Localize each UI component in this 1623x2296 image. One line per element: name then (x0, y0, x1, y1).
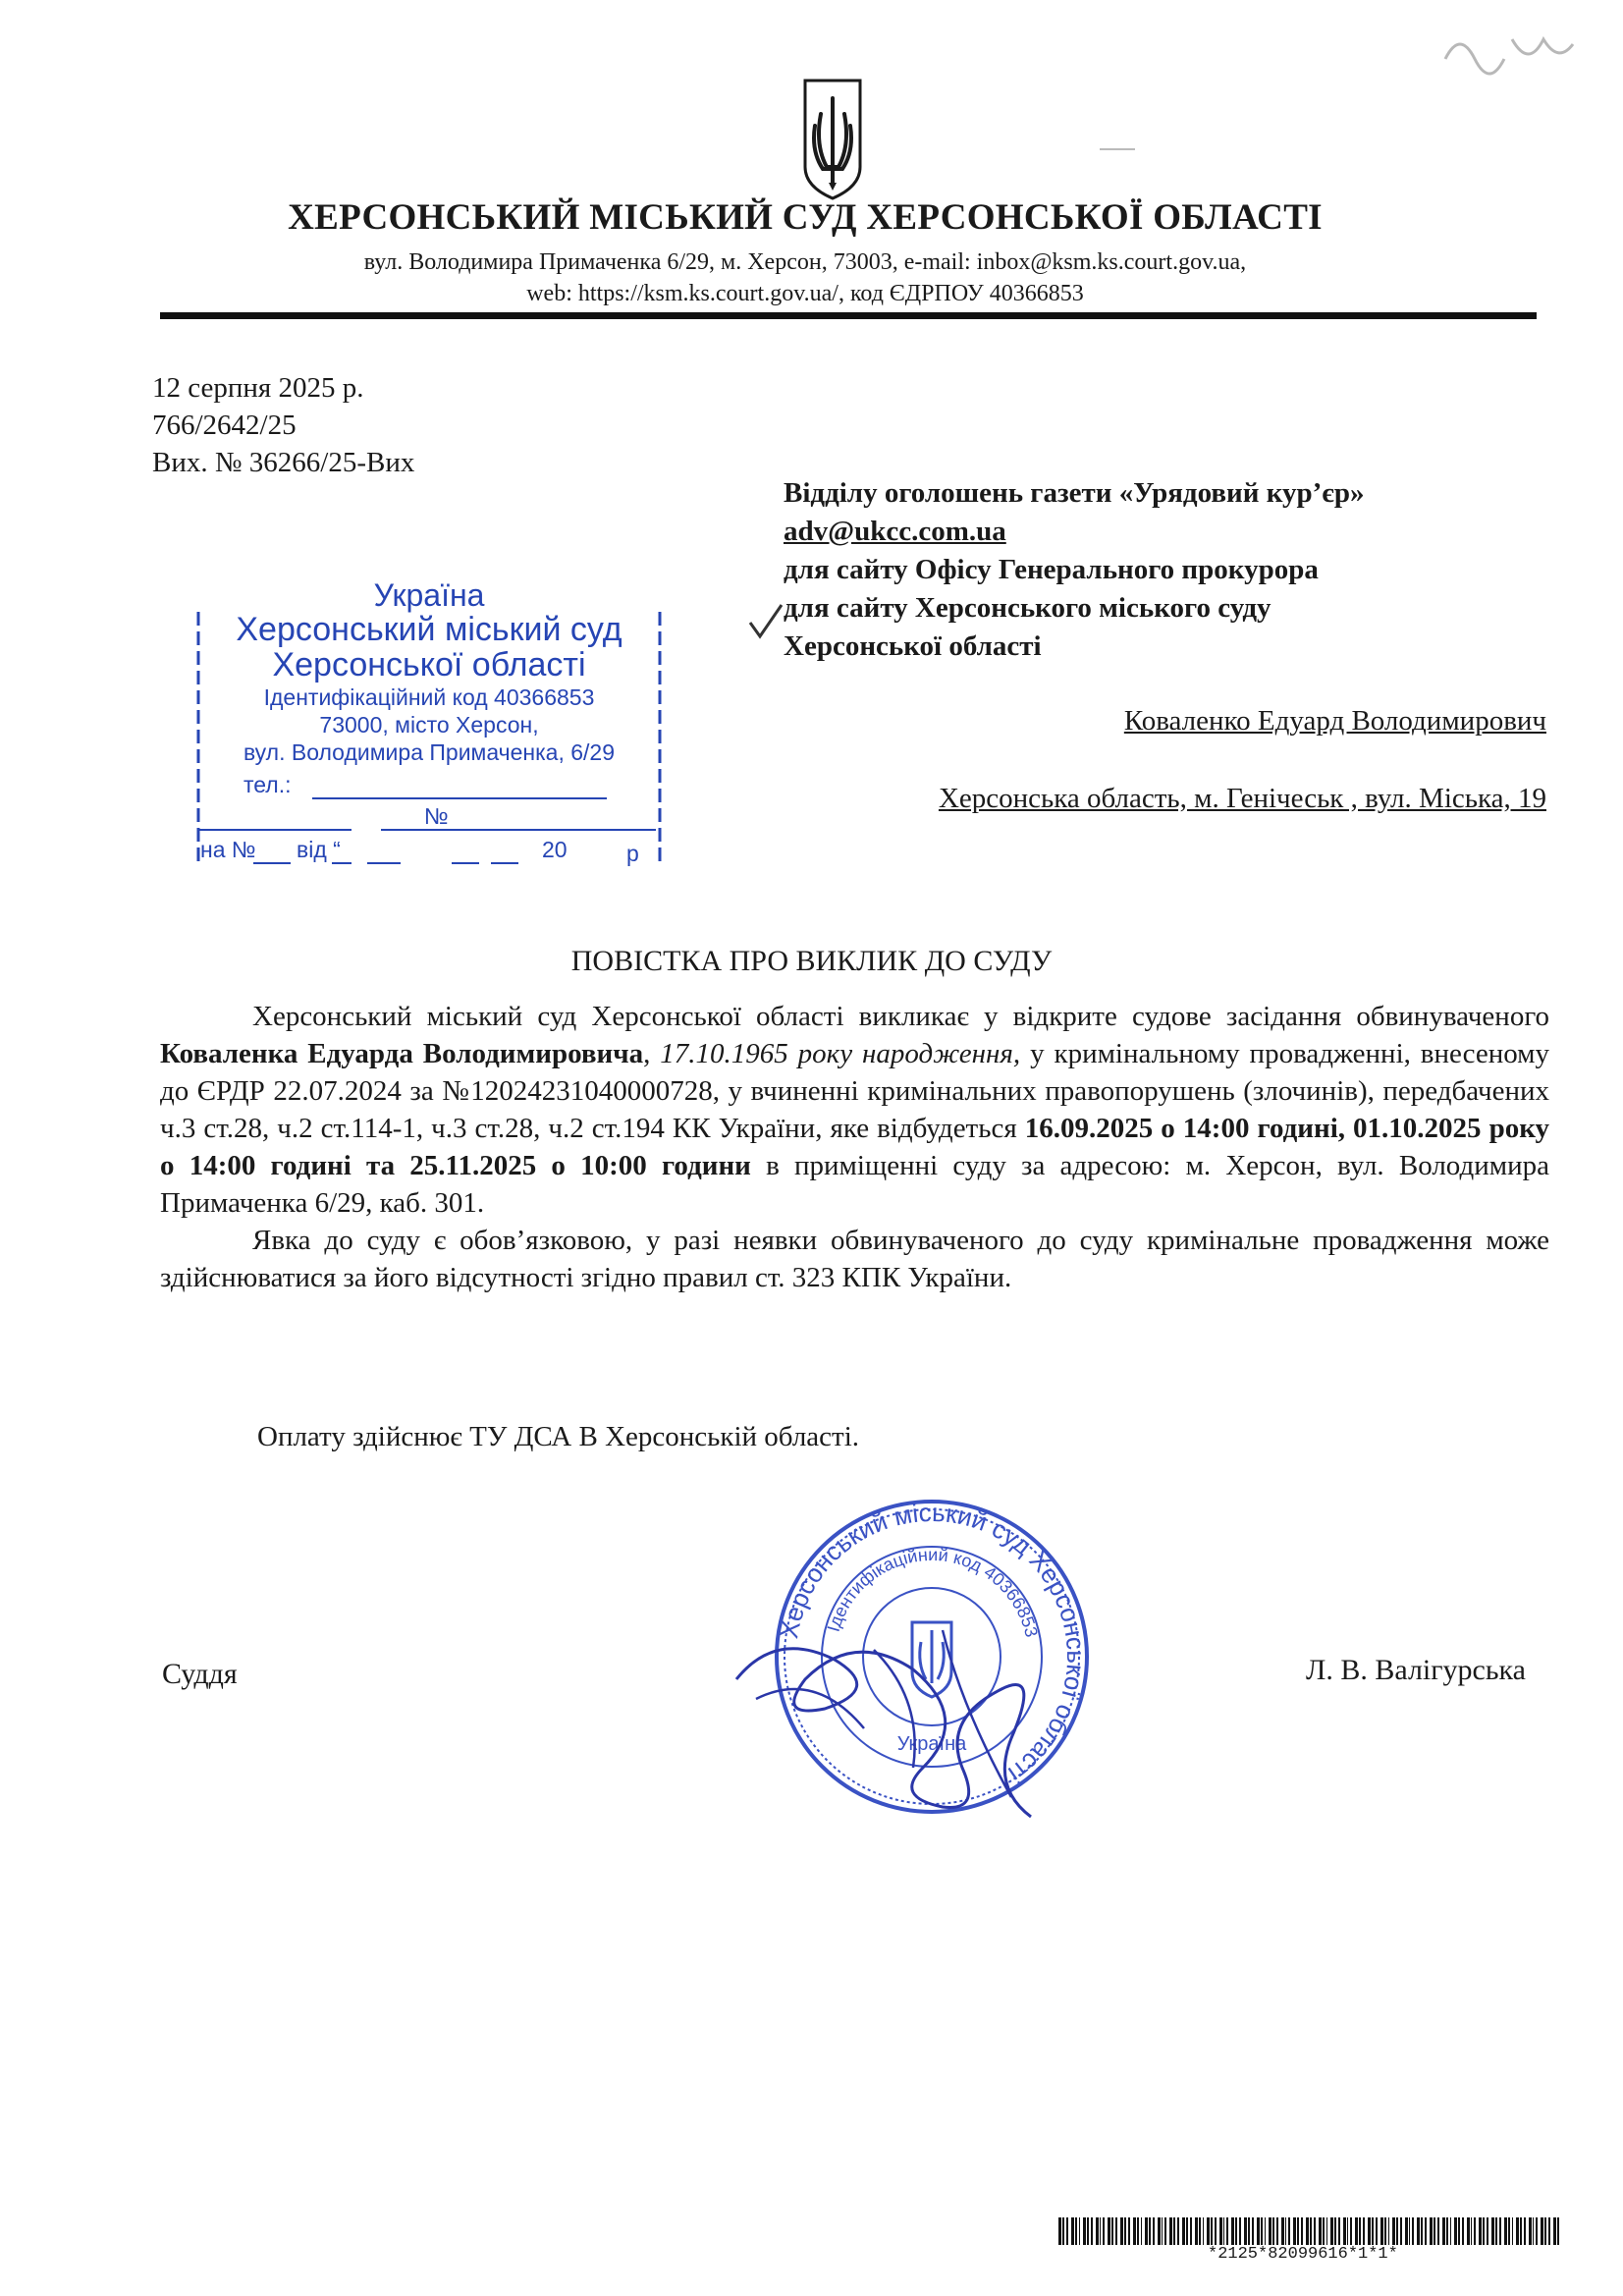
judge-name: Л. В. Валігурська (1306, 1654, 1526, 1686)
court-address-line1: вул. Володимира Примаченка 6/29, м. Херсон, 73003, e-mail: inbox@ksm.ks.court.gov.ua, (363, 249, 1247, 275)
court-address-line2: web: https://ksm.ks.court.gov.ua/, код ЄДРПОУ 40366853 (526, 281, 1084, 306)
summons-paragraph-1 (160, 998, 1549, 1222)
p1-intro: Херсонський міський суд Херсонської області викликає у відкрите судове засідання обвинуваченого (252, 1001, 1549, 1032)
addressee-name: Коваленко Едуард Володимирович (1123, 705, 1546, 737)
stamp-number-label: № (424, 803, 449, 829)
trident-emblem-icon (801, 77, 864, 202)
pencil-dash-icon (1098, 145, 1137, 153)
payment-note: Оплату здійснює ТУ ДСА В Херсонській області. (257, 1421, 860, 1452)
summons-paragraph-2: Явка до суду є обов’язковою, у разі неявки обвинуваченого до суду кримінальне провадження може здійснюватися за його відсутності згідно правил ст. 323 КПК України. (160, 1225, 1549, 1293)
signature-role: Суддя (162, 1658, 238, 1690)
court-title: ХЕРСОНСЬКИЙ МІСЬКИЙ СУД ХЕРСОНСЬКОЇ ОБЛАСТІ (288, 197, 1323, 238)
summons-body (160, 998, 1549, 1296)
stamp-id-code: Ідентифікаційний код 40366853 (263, 684, 595, 710)
p1-case: у кримінальному провадженні, внесеному до ЄРДР 22.07.2024 за №12024231040000728, у вчиненні кримінальних правопорушень (злочинів), передбачених ч.3 ст.28, ч.2 ст.114-1, ч.3 ст.28, ч.2 ст.194 КК України, яке відбудеться (160, 1038, 1550, 1144)
recipient-court-site: для сайту Херсонського міського суду (784, 592, 1271, 624)
document-date: 12 серпня 2025 р. (152, 372, 364, 404)
addressee-address: Херсонська область, м. Генічеськ , вул. Міська, 19 (938, 783, 1546, 814)
recipient-prosecutor: для сайту Офісу Генерального прокурора (784, 554, 1319, 585)
stamp-postal: 73000, місто Херсон, (319, 712, 539, 738)
defendant-birth: 17.10.1965 року народження, (660, 1038, 1021, 1069)
defendant-name: Коваленка Едуарда Володимировича (160, 1038, 644, 1069)
stamp-year-label: 20 (542, 837, 568, 862)
barcode-text: *2125*82099616*1*1* (1208, 2245, 1398, 2264)
barcode-icon (1058, 2217, 1561, 2245)
recipient-newspaper: Відділу оголошень газети «Урядовий кур’єр» (784, 477, 1365, 509)
stamp-street: вул. Володимира Примаченка, 6/29 (243, 739, 616, 765)
seal-bottom-text: Україна (896, 1733, 967, 1755)
stamp-tel-label: тел.: (243, 772, 292, 797)
stamp-ref-label: на № (200, 837, 256, 862)
handwritten-mark-icon (1435, 20, 1583, 88)
header-divider (160, 312, 1537, 319)
seal-outer-text: Херсонський міський суд Херсонської області (774, 1497, 1092, 1789)
stamp-from-label: від “ (297, 837, 341, 862)
seal-inner-text: Ідентифікаційний код 40366853 (823, 1544, 1042, 1640)
recipient-court-region: Херсонської області (784, 630, 1042, 662)
summons-title: ПОВІСТКА ПРО ВИКЛИК ДО СУДУ (570, 945, 1053, 977)
recipient-email: adv@ukcc.com.ua (784, 516, 1006, 547)
handwritten-signature-icon (717, 1571, 1129, 1827)
hearing-dates: 16.09.2025 о 14:00 годині, 01.10.2025 року о 14:00 годині та 25.11.2025 о 10:00 години (160, 1113, 1550, 1181)
outgoing-number: Вих. № 36266/25-Вих (152, 447, 415, 478)
stamp-court-name: Херсонський міський суд (236, 611, 622, 648)
checkmark-icon (746, 601, 785, 640)
stamp-r-label: р (626, 841, 639, 866)
case-number: 766/2642/25 (152, 410, 297, 441)
p1-location: в приміщенні суду за адресою: м. Херсон, вул. Володимира Примаченка 6/29, каб. 301. (160, 1150, 1549, 1219)
stamp-region: Херсонської області (272, 646, 586, 683)
recipients-block (784, 474, 1364, 666)
stamp-country: Україна (373, 577, 485, 613)
p1-sep: , (643, 1038, 661, 1069)
